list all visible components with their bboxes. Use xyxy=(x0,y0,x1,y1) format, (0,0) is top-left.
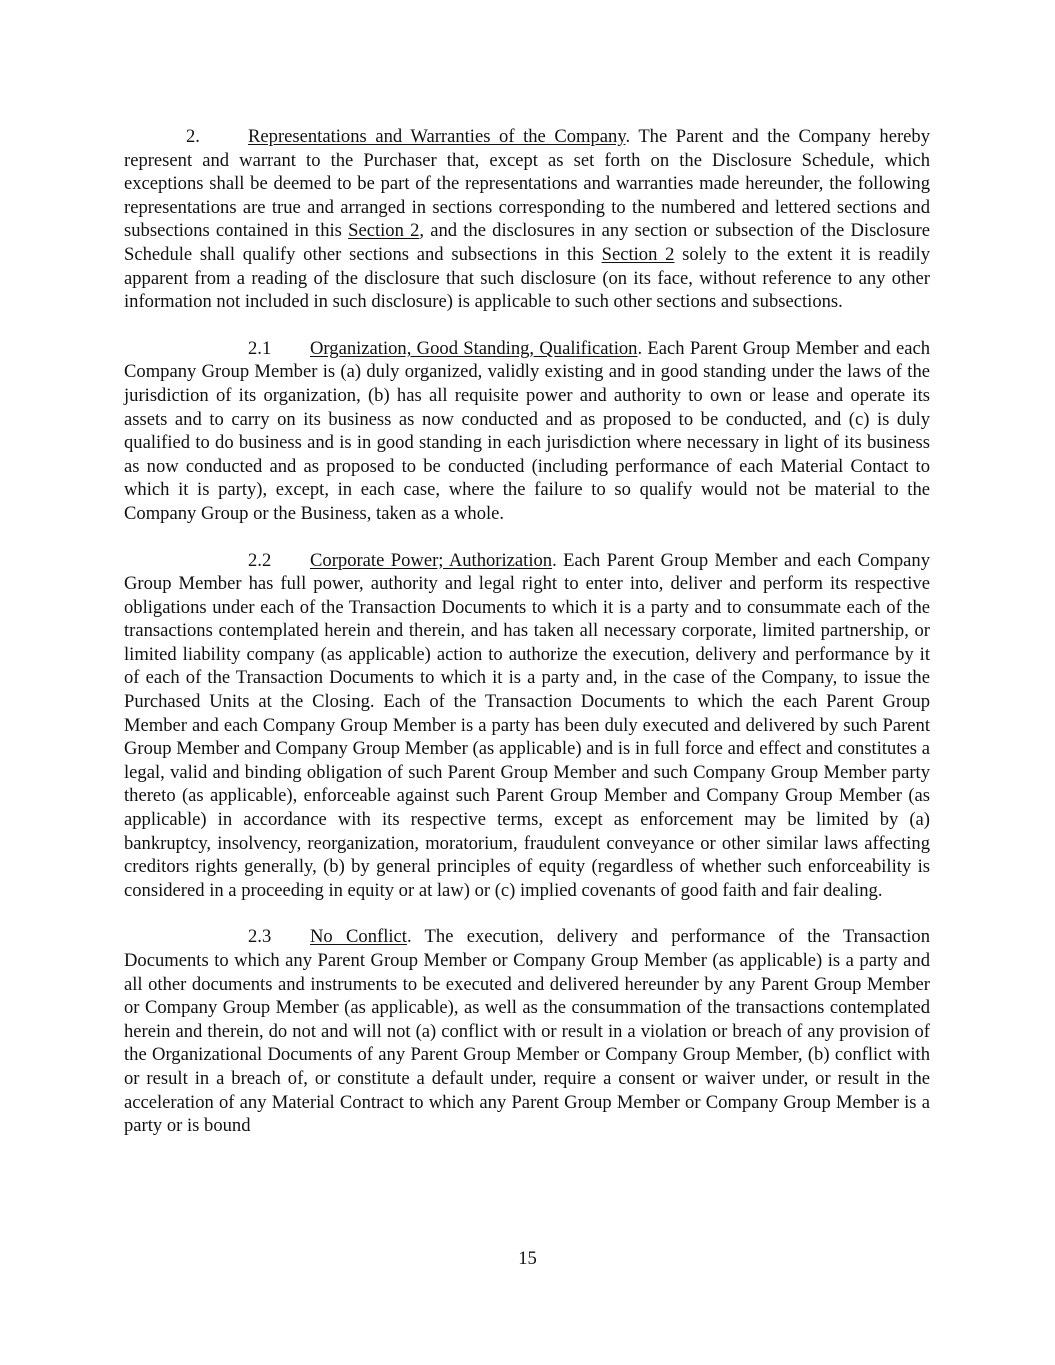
subsection-number: 2.1 xyxy=(248,337,272,359)
subsection-text: . The execution, delivery and performance of the Transaction Documents to which any Parent Group Member or Company Group Member (as applicable) is a party and all other documents and instruments to be executed and delivered hereunder by any Parent Group Member or Company Group Member (as applicable), as well as the consummation of the transactions contemplated herein and therein, do not and will not (a) conflict with or result in a violation or breach of any provision of the Organizational Documents of any Parent Group Member or Company Group Member, (b) conflict with or result in a breach of, or constitute a default under, require a consent or waiver under, or result in the acceleration of any Material Contract to which any Parent Group Member or Company Group Member is a party or is bound xyxy=(124,926,931,1137)
page-number: 15 xyxy=(518,1248,537,1269)
subsection-heading: Corporate Power; Authorization xyxy=(310,549,553,571)
subsection-number: 2.2 xyxy=(248,549,272,571)
section-2-2-paragraph xyxy=(124,549,930,903)
section-text: , and the disclosures in any section or subsection of the Disclosure Schedule shall qualify other sections and subsections in this xyxy=(124,220,930,265)
subsection-text: . Each Parent Group Member and each Company Group Member is (a) duly organized, validly existing and in good standing under the laws of the jurisdiction of its organization, (b) has all requisite power and authority to own or lease and operate its assets and to carry on its business as now conducted and as proposed to be conducted, and (c) is duly qualified to do business and is in good standing in each jurisdiction where necessary in light of its business as now conducted and as proposed to be conducted (including performance of each Material Contact to which it is party), except, in each case, where the failure to so qualify would not be material to the Company Group or the Business, taken as a whole. xyxy=(124,337,930,524)
section-text: . The Parent and the Company hereby represent and warrant to the Purchaser that, except as set forth on the Disclosure Schedule, which exceptions shall be deemed to be part of the representations and warranties made hereunder, the following representations are true and arranged in sections corresponding to the numbered and lettered sections and subsections contained in this xyxy=(124,126,930,242)
subsection-number: 2.3 xyxy=(248,926,272,948)
subsection-text: . Each Parent Group Member and each Company Group Member has full power, authority and legal right to enter into, deliver and perform its respective obligations under each of the Transaction Documents to which it is a party and to consummate each of the transactions contemplated herein and therein, and has taken all necessary corporate, limited partnership, or limited liability company (as applicable) action to authorize the execution, delivery and performance by it of each of the Transaction Documents to which it is a party and, in the case of the Company, to issue the Purchased Units at the Closing. Each of the Transaction Documents to which the each Parent Group Member and each Company Group Member is a party has been duly executed and delivered by such Parent Group Member and Company Group Member (as applicable) and is in full force and effect and constitutes a legal, valid and binding obligation of such Parent Group Member and such Company Group Member party thereto (as applicable), enforceable against such Parent Group Member and Company Group Member (as applicable) in accordance with its respective terms, except as enforcement may be limited by (a) bankruptcy, insolvency, reorganization, moratorium, fraudulent conveyance or other similar laws affecting creditors rights generally, (b) by general principles of equity (regardless of whether such enforceability is considered in a proceeding in equity or at law) or (c) implied covenants of good faith and fair dealing. xyxy=(124,549,930,901)
section-2-3-paragraph xyxy=(124,925,930,1137)
section-reference: Section 2 xyxy=(348,220,420,242)
section-2-1-paragraph xyxy=(124,337,930,526)
section-reference: Section 2 xyxy=(601,243,675,265)
subsection-heading: Organization, Good Standing, Qualification xyxy=(310,337,638,359)
section-heading: Representations and Warranties of the Company xyxy=(248,126,626,147)
section-text: solely to the extent it is readily apparent from a reading of the disclosure that such disclosure (on its face, without reference to any other information not included in such disclosure) is applicable to such other sections and subsections. xyxy=(124,243,931,313)
subsection-heading: No Conflict xyxy=(310,926,407,948)
document-page xyxy=(124,125,930,1161)
section-2-paragraph xyxy=(124,125,930,314)
section-number: 2. xyxy=(186,126,200,147)
